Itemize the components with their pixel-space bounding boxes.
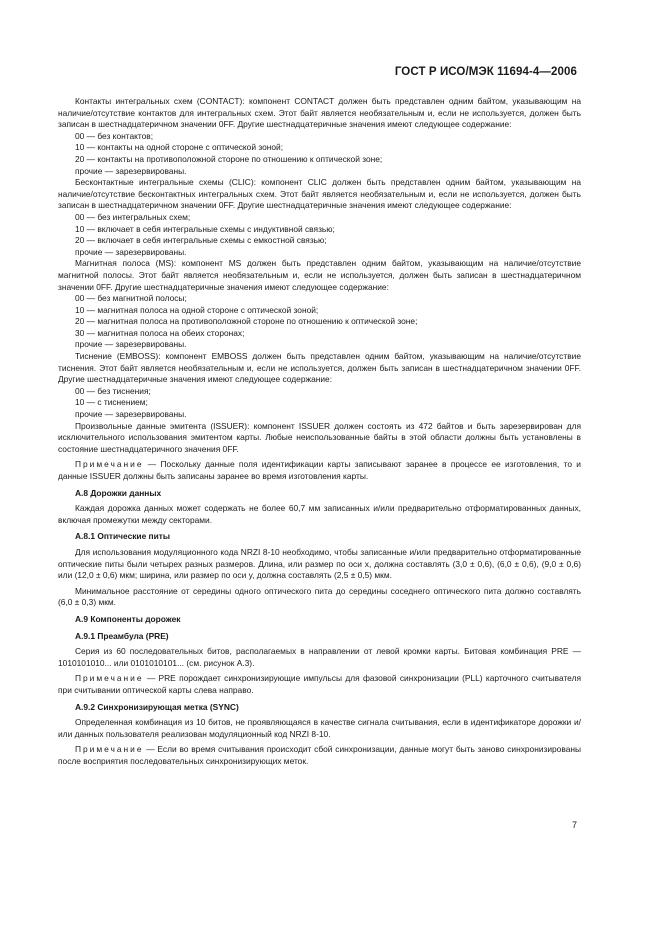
list-item: 20 — контакты на противоположной стороне по отношению к оптической зоне; [75, 153, 383, 164]
page-number: 7 [571, 820, 577, 830]
list-item: 20 — включает в себя интегральные схемы с емкостной связью; [75, 235, 327, 246]
list-item: 10 — контакты на одной стороне с оптической зоной; [75, 142, 284, 153]
paragraph-sync: Определенная комбинация из 10 битов, не проявляющаяся в качестве сигнала считывания, если в идентификаторе дорожки и/или данных пользователя реализован модуляционный код NRZI 8-10. [58, 717, 581, 739]
paragraph-issuer: Произвольные данные эмитента (ISSUER): компонент ISSUER должен состоять из 472 байтов и быть зарезервирован для исключительного использования эмитентом карты. Любые неиспользованные байты в этой области должны быть установлены в состояние шестнадцатеричного значения 0FF. [58, 420, 581, 454]
note-text: — Поскольку данные поля идентификации карты записывают заранее в процессе ее изготовления, то и данные ISSUER должны быть записаны заранее во время изготовления карты. [58, 459, 581, 481]
list-item: прочие — зарезервированы. [75, 165, 187, 176]
section-heading-a92: А.9.2 Синхронизирующая метка (SYNC) [75, 701, 239, 712]
paragraph-magnetic-stripe: Магнитная полоса (MS): компонент MS должен быть представлен одним байтом, указывающим на наличие/отсутствие магнитной полосы. Этот байт является необязательным и, если не используется, должен быть записан в шестнадцатеричном значении 0FF. Другие шестнадцатеричные значения имеют следующее содержание: [58, 258, 581, 292]
list-item: 00 — без интегральных схем; [75, 211, 191, 222]
note-label: Примечание [75, 673, 144, 684]
note-sync [58, 744, 581, 767]
note-label: Примечание [75, 744, 144, 755]
section-heading-a81: А.8.1 Оптические питы [75, 531, 171, 542]
list-item: 10 — магнитная полоса на одной стороне с оптической зоной; [75, 304, 319, 315]
standard-header: ГОСТ Р ИСО/МЭК 11694-4—2006 [394, 66, 577, 78]
list-item: прочие — зарезервированы. [75, 246, 187, 257]
paragraph-pit-spacing: Минимальное расстояние от середины одного оптического пита до середины соседнего оптического пита должно составлять (6,0 ± 0,3) мкм. [58, 585, 581, 608]
note-text: — PRE порождает синхронизирующие импульсы для фазовой синхронизации (PLL) карточного считывателя при считывании оптической карты слева направо. [58, 673, 581, 695]
list-item: 10 — включает в себя интегральные схемы с индуктивной связью; [75, 223, 335, 234]
list-item: прочие — зарезервированы. [75, 409, 187, 420]
list-item: 20 — магнитная полоса на противоположной стороне по отношению к оптической зоне; [75, 316, 418, 327]
note-text: — Если во время считывания происходит сбой синхронизации, данные могут быть заново синхронизированы после восприятия последовательных синхронизирующих меток. [58, 744, 581, 766]
list-item: 10 — с тиснением; [75, 397, 148, 408]
paragraph-data-tracks: Каждая дорожка данных может содержать не более 60,7 мм записанных и/или предварительно отформатированных данных, включая промежутки между секторами. [58, 503, 581, 525]
list-item: 00 — без тиснения; [75, 385, 151, 396]
section-heading-a8: А.8 Дорожки данных [75, 487, 162, 498]
list-item: 00 — без магнитной полосы; [75, 293, 187, 304]
note-issuer [58, 459, 581, 482]
list-item: 00 — без контактов; [75, 130, 154, 141]
list-item: 30 — магнитная полоса на обеих сторонах; [75, 327, 245, 338]
page-content [58, 96, 581, 767]
note-label: Примечание [75, 459, 144, 470]
section-heading-a9: А.9 Компоненты дорожек [75, 613, 181, 624]
paragraph-contact: Контакты интегральных схем (CONTACT): компонент CONTACT должен быть представлен одним байтом, указывающим на наличие/отсутствие контактов для интегральных схем. Этот байт является необязательным и, если не используется, должен быть записан в шестнадцатеричном значении 0FF. Другие шестнадцатеричные значения имеют следующее содержание: [58, 96, 581, 130]
section-heading-a91: А.9.1 Преамбула (PRE) [75, 630, 169, 641]
list-item: прочие — зарезервированы. [75, 339, 187, 350]
paragraph-emboss: Тиснение (EMBOSS): компонент EMBOSS должен быть представлен одним байтом, указывающим на наличие/отсутствие тиснения. Этот байт является необязательным и, если не используется, должен быть записан в шестнадцатеричном значении 0FF. Другие шестнадцатеричные значения имеют следующее содержание: [58, 351, 581, 385]
paragraph-optical-pits: Для использования модуляционного кода NRZI 8-10 необходимо, чтобы записанные и/или предварительно отформатированные оптические питы были четырех разных размеров. Длина, или размер по оси x, должна составлять (3,0 ± 0,6), (6,0 ± 0,6), (9,0 ± 0,6) или (12,0 ± 0,6) мкм; ширина, или размер по оси y, должна составлять (2,5 ± 0,5) мкм. [58, 546, 581, 581]
paragraph-preamble: Серия из 60 последовательных битов, располагаемых в направлении от левой кромки карты. Битовая комбинация PRE — 1010101010... или 0101010101... (см. рисунок А.3). [58, 646, 581, 668]
note-preamble [58, 673, 581, 696]
paragraph-clic: Бесконтактные интегральные схемы (CLIC): компонент CLIC должен быть представлен одним байтом, указывающим на наличие/отсутствие бесконтактных интегральных схем. Этот байт является необязательным и, если не используется, должен быть записан в шестнадцатеричном значении 0FF. Другие шестнадцатеричные значения имеют следующее содержание: [58, 177, 581, 211]
